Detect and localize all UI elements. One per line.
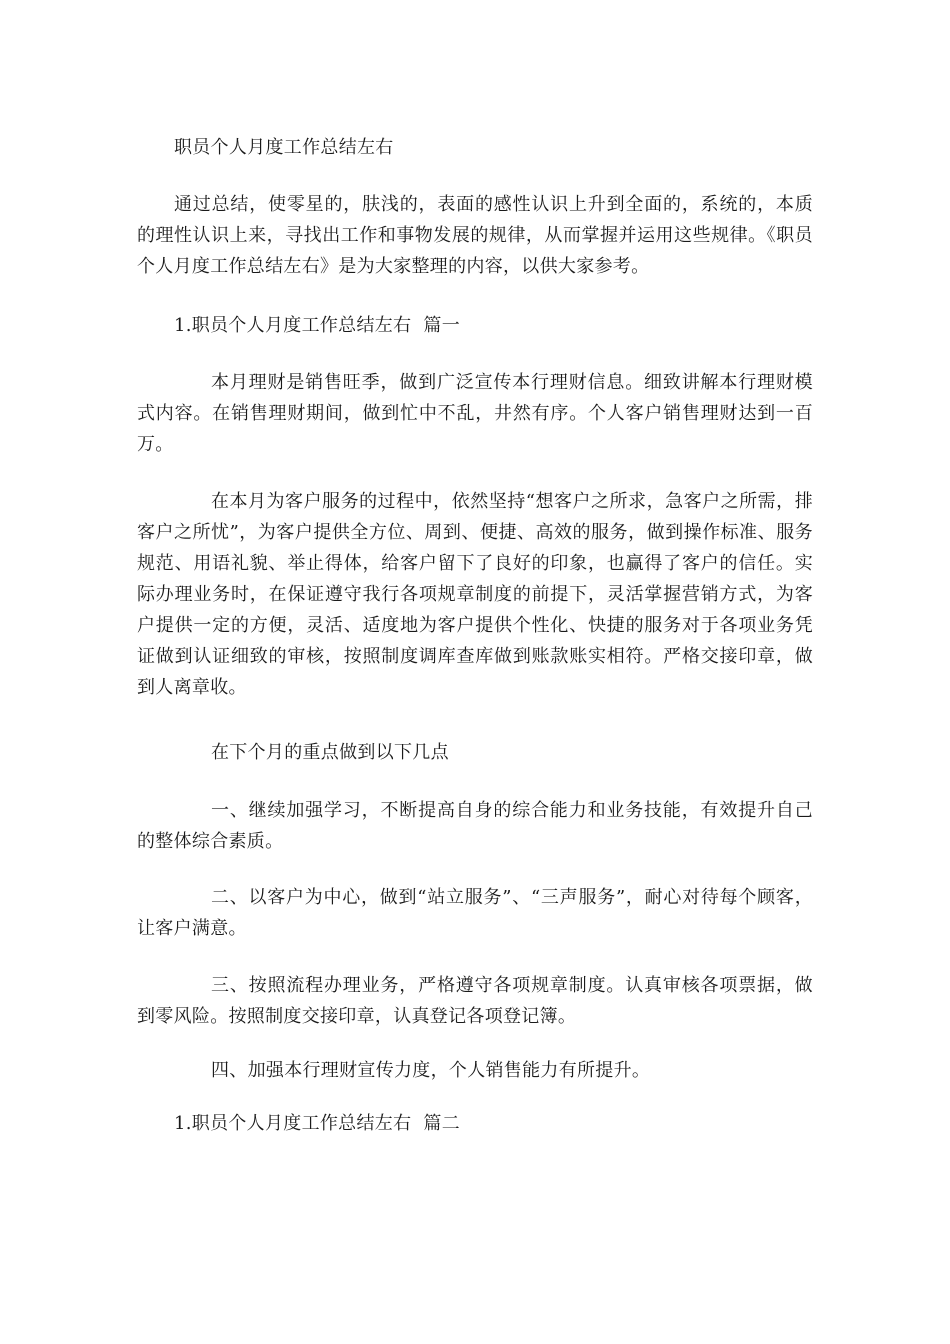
- list-item-1: 一、继续加强学习，不断提高自身的综合能力和业务技能，有效提升自己的整体综合素质。: [137, 800, 813, 852]
- intro-paragraph: 通过总结，使零星的，肤浅的，表面的感性认识上升到全面的，系统的，本质的理性认识上来，寻找出工作和事物发展的规律，从而掌握并运用这些规律。《职员个人月度工作总结左右》是为大家整理的内容，以供大家参考。: [137, 194, 813, 277]
- paragraph-sales: 本月理财是销售旺季，做到广泛宣传本行理财信息。细致讲解本行理财模式内容。在销售理财期间，做到忙中不乱，井然有序。个人客户销售理财达到一百万。: [137, 372, 813, 455]
- list-item-3: 三、按照流程办理业务，严格遵守各项规章制度。认真审核各项票据，做到零风险。按照制度交接印章，认真登记各项登记簿。: [137, 975, 813, 1027]
- paragraph-service: 在本月为客户服务的过程中，依然坚持“想客户之所求，急客户之所需，排客户之所忧”，为客户提供全方位、周到、便捷、高效的服务，做到操作标准、服务规范、用语礼貌、举止得体，给客户留下了良好的印象，也赢得了客户的信任。实际办理业务时，在保证遵守我行各项规章制度的前提下，灵活掌握营销方式，为客户提供一定的方便，灵活、适度地为客户提供个性化、快捷的服务对于各项业务凭证做到认证细致的审核，按照制度调库查库做到账款账实相符。严格交接印章，做到人离章收。: [137, 491, 813, 698]
- paragraph-next-month-intro: 在下个月的重点做到以下几点: [211, 742, 449, 763]
- section-heading-1: 1.职员个人月度工作总结左右 篇一: [174, 315, 461, 336]
- section-heading-2: 1.职员个人月度工作总结左右 篇二: [174, 1113, 461, 1134]
- list-item-2: 二、以客户为中心，做到“站立服务”、“三声服务”，耐心对待每个顾客，让客户满意。: [137, 887, 813, 939]
- list-item-4: 四、加强本行理财宣传力度，个人销售能力有所提升。: [211, 1060, 651, 1081]
- document-title: 职员个人月度工作总结左右: [174, 137, 394, 158]
